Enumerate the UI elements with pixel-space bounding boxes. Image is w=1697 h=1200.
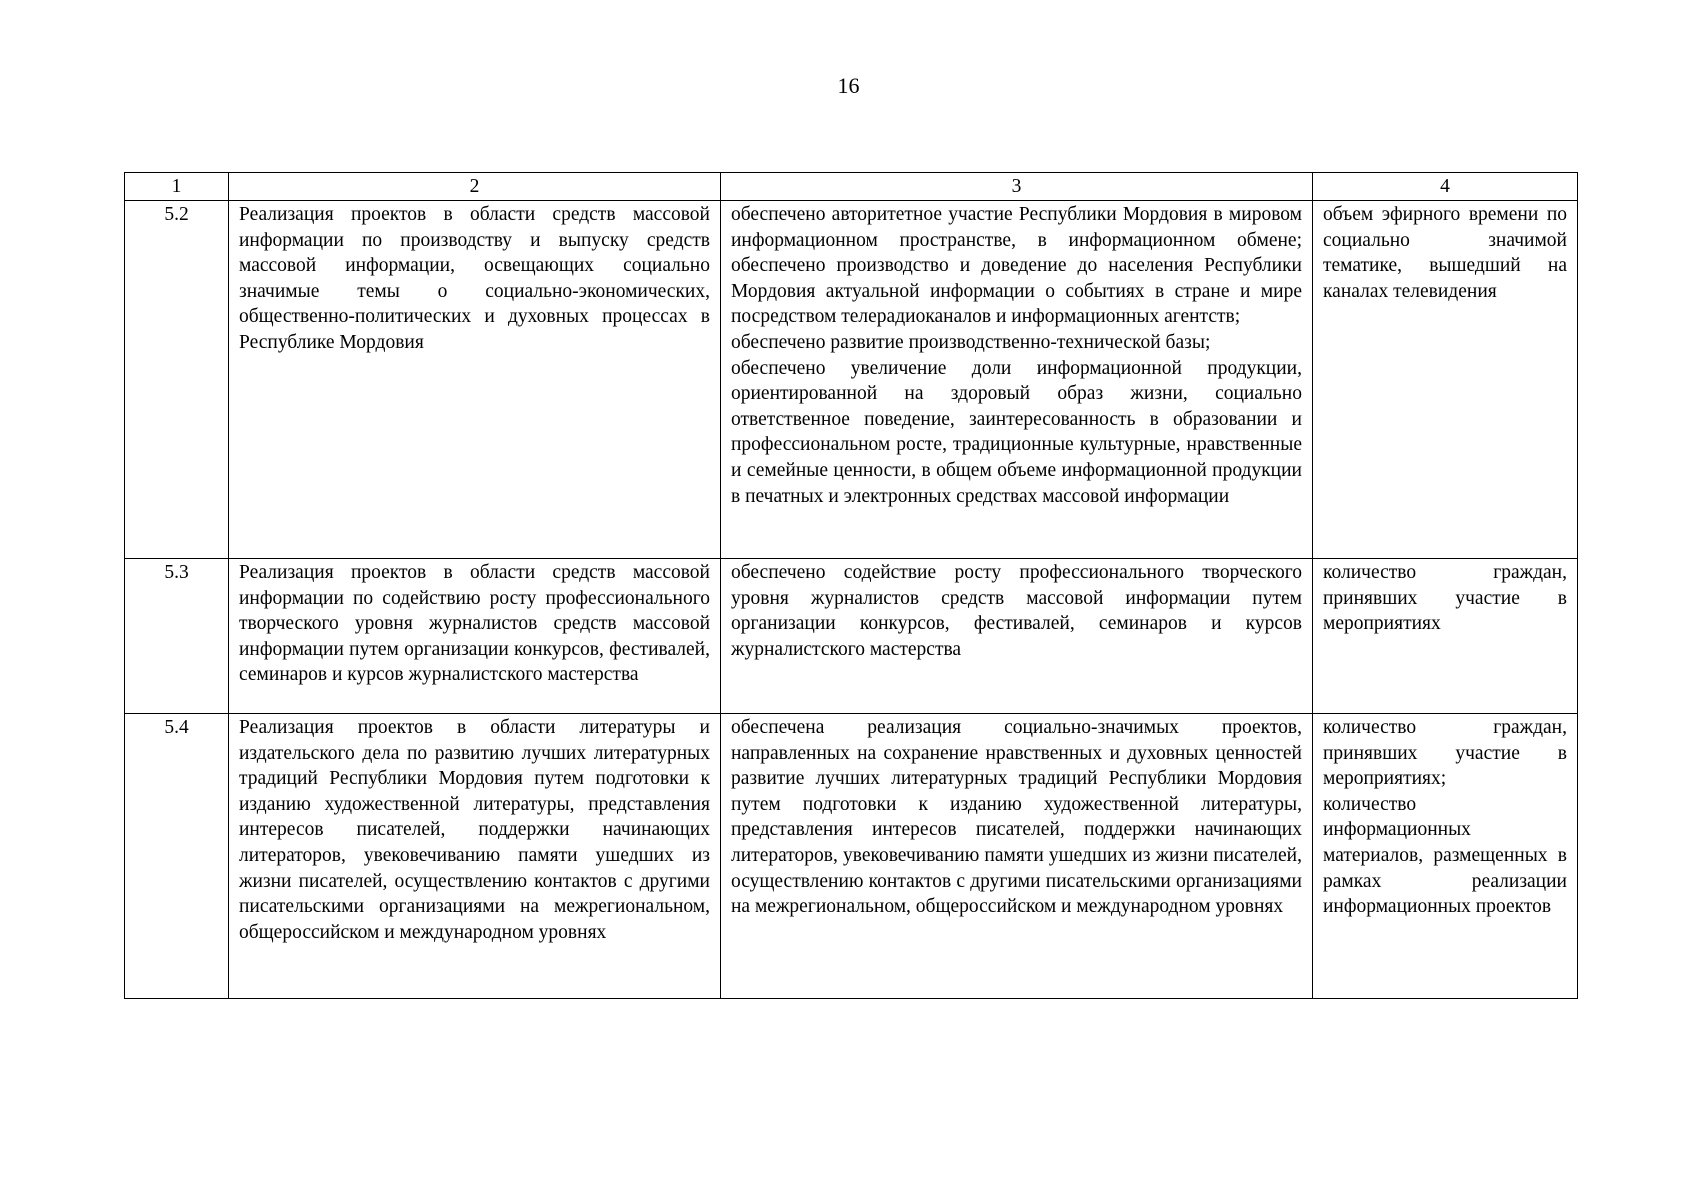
column-header: 2 [229, 173, 721, 201]
row-number: 5.4 [125, 714, 229, 999]
expected-result [721, 559, 1313, 714]
expected-result [721, 714, 1313, 999]
results-table [124, 172, 1578, 999]
indicator [1313, 201, 1578, 559]
measure-name: Реализация проектов в области литературы и издательского дела по развитию лучших литературных традиций Республики Мордовия путем подготовки к изданию художественной литературы, представления интересов писателей, поддержки начинающих литераторов, увековечиванию памяти ушедших из жизни писателей, осуществлению контактов с другими писательскими организациями на межрегиональном, общероссийском и международном уровнях [229, 714, 721, 999]
result-paragraph: обеспечена реализация социально-значимых проектов, направленных на сохранение нравственных и духовных ценностей развитие лучших литературных традиций Республики Мордовия путем подготовки к изданию художественной литературы, представления интересов писателей, поддержки начинающих литераторов, увековечиванию памяти ушедших из жизни писателей, осуществлению контактов с другими писательскими организациями на межрегиональном, общероссийском и международном уровнях [731, 717, 1302, 918]
result-paragraph: обеспечено увеличение доли информационной продукции, ориентированной на здоровый образ жизни, социально ответственное поведение, заинтересованность в образовании и профессиональном росте, традиционные культурные, нравственные и семейные ценности, в общем объеме информационной продукции в печатных и электронных средствах массовой информации [731, 357, 1302, 507]
result-paragraph: обеспечено авторитетное участие Республики Мордовия в мировом информационном пространстве, в информационном обмене; обеспечено производство и доведение до населения Республики Мордовия актуальной информации о событиях в стране и мире посредством телерадиоканалов и информационных агентств; [731, 204, 1302, 328]
column-header: 1 [125, 173, 229, 201]
row-number: 5.2 [125, 201, 229, 559]
table-row [125, 714, 1578, 999]
indicator-paragraph: количество граждан, принявших участие в мероприятиях [1323, 562, 1567, 635]
column-header: 4 [1313, 173, 1578, 201]
column-header: 3 [721, 173, 1313, 201]
page-number: 16 [837, 73, 860, 98]
table-row [125, 559, 1578, 714]
expected-result [721, 201, 1313, 559]
measure-name: Реализация проектов в области средств массовой информации по производству и выпуску средств массовой информации, освещающих социально значимые темы о социально-экономических, общественно-политических и духовных процессах в Республике Мордовия [229, 201, 721, 559]
result-paragraph: обеспечено развитие производственно-технической базы; [731, 331, 1211, 353]
indicator [1313, 559, 1578, 714]
result-paragraph: обеспечено содействие росту профессионального творческого уровня журналистов средств массовой информации путем организации конкурсов, фестивалей, семинаров и курсов журналистского мастерства [731, 562, 1302, 660]
indicator-paragraph: количество информационных материалов, размещенных в рамках реализации информационных проектов [1323, 793, 1567, 918]
table-header-row [125, 173, 1578, 201]
row-number: 5.3 [125, 559, 229, 714]
indicator-paragraph: объем эфирного времени по социально значимой тематике, вышедший на каналах телевидения [1323, 204, 1567, 302]
measure-name: Реализация проектов в области средств массовой информации по содействию росту профессионального творческого уровня журналистов средств массовой информации путем организации конкурсов, фестивалей, семинаров и курсов журналистского мастерства [229, 559, 721, 714]
table-row [125, 201, 1578, 559]
indicator [1313, 714, 1578, 999]
indicator-paragraph: количество граждан, принявших участие в мероприятиях; [1323, 717, 1567, 790]
